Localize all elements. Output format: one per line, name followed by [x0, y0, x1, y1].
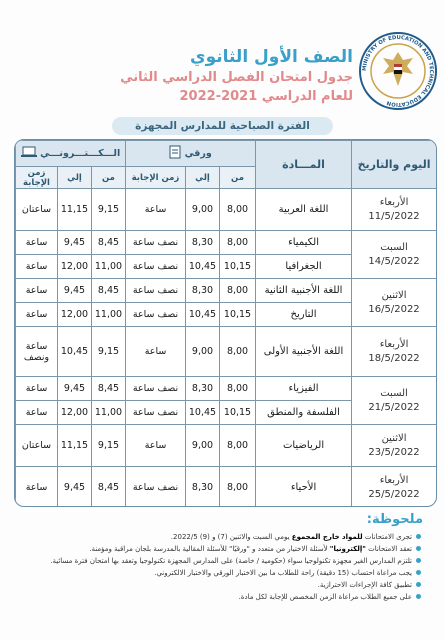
table-row	[16, 279, 437, 303]
notes-list	[14, 531, 435, 603]
exam-date: 21/5/2022	[368, 401, 420, 413]
paper-duration-cell: نصف ساعة	[126, 377, 186, 401]
note-item	[14, 591, 421, 603]
paper-to-cell: 8,30	[186, 231, 220, 255]
exam-date: 18/5/2022	[368, 352, 420, 364]
paper-duration-cell: نصف ساعة	[126, 467, 186, 508]
day-date-cell	[352, 231, 437, 279]
electronic-to-cell: 9,45	[58, 377, 92, 401]
paper-from-cell: 10,15	[220, 255, 256, 279]
schedule-body	[16, 189, 437, 508]
exam-title: جدول امتحان الفصل الدراسي الثاني	[120, 70, 353, 85]
paper-duration-cell: نصف ساعة	[126, 255, 186, 279]
subject-cell: اللغة العربية	[256, 189, 352, 231]
electronic-to-cell: 12,00	[58, 303, 92, 327]
paper-to-cell: 8,30	[186, 467, 220, 508]
exam-date: 11/5/2022	[368, 210, 420, 222]
note-text-pre: يجب مراعاة احتساب (15 دقيقة) راحة للطلاب ما بين الاختبار الورقي والاختبار الالكتروني.	[154, 569, 412, 577]
note-item	[14, 543, 421, 555]
paper-group-header	[126, 141, 256, 167]
electronic-from-cell: 11,00	[92, 303, 126, 327]
day-name: السبت	[380, 241, 408, 253]
subject-cell: الكيمياء	[256, 231, 352, 255]
paper-to-cell: 8,30	[186, 279, 220, 303]
exam-date: 14/5/2022	[368, 255, 420, 267]
paper-to-cell: 10,45	[186, 255, 220, 279]
electronic-duration-cell: ساعة	[16, 231, 58, 255]
electronic-duration-cell: ساعة	[16, 377, 58, 401]
electronic-to-cell: 12,00	[58, 255, 92, 279]
paper-from-cell: 8,00	[220, 279, 256, 303]
eagle-emblem-icon	[357, 30, 439, 112]
electronic-duration-cell: ساعة ونصف	[16, 327, 58, 377]
academic-year: للعام الدراسي 2021-2022	[179, 89, 353, 104]
paper-label: ورقي	[184, 148, 212, 159]
electronic-group-header	[16, 141, 126, 167]
paper-to-cell: 8,30	[186, 377, 220, 401]
note-text-pre: تجرى الامتحانات	[362, 533, 412, 541]
day-name: الأربعاء	[379, 338, 409, 350]
schedule-table	[14, 139, 437, 507]
subject-cell: الفيزياء	[256, 377, 352, 401]
day-name: السبت	[380, 387, 408, 399]
electronic-from-cell: 11,00	[92, 401, 126, 425]
exam-date: 23/5/2022	[368, 446, 420, 458]
paper-from-cell: 8,00	[220, 327, 256, 377]
paper-to-header: إلي	[186, 167, 220, 189]
subject-cell: التاريخ	[256, 303, 352, 327]
note-text-pre: تلتزم المدارس الغير مجهزة تكنولوجيا سواء (حكومية / خاصة) على المدارس المجهزة تكنولوجيا وتعقد بها امتحان فترة مسائية.	[50, 557, 412, 565]
paper-from-cell: 10,15	[220, 303, 256, 327]
electronic-to-cell: 9,45	[58, 279, 92, 303]
paper-from-cell: 8,00	[220, 377, 256, 401]
laptop-icon	[21, 146, 37, 161]
paper-to-cell: 9,00	[186, 327, 220, 377]
electronic-duration-header: زمن الإجابة	[16, 167, 58, 189]
day-date-cell	[352, 467, 437, 508]
subject-cell: الرياضيات	[256, 425, 352, 467]
paper-icon	[169, 145, 181, 162]
paper-duration-cell: ساعة	[126, 189, 186, 231]
day-name: الاثنين	[381, 289, 407, 301]
electronic-duration-cell: ساعة	[16, 279, 58, 303]
electronic-duration-cell: ساعتان	[16, 189, 58, 231]
electronic-to-cell: 12,00	[58, 401, 92, 425]
subject-header: المـــادة	[256, 141, 352, 189]
day-header: اليوم والتاريخ	[352, 141, 437, 189]
paper-from-cell: 8,00	[220, 231, 256, 255]
electronic-duration-cell: ساعتان	[16, 425, 58, 467]
ministry-logo	[357, 30, 439, 112]
day-date-cell	[352, 327, 437, 377]
paper-duration-cell: ساعة	[126, 425, 186, 467]
title-block	[113, 46, 353, 106]
subject-cell: اللغة الأجنبية الثانية	[256, 279, 352, 303]
electronic-from-cell: 9,15	[92, 327, 126, 377]
paper-from-cell: 8,00	[220, 425, 256, 467]
electronic-label: الـــكـــتـــرونـــي	[40, 148, 121, 159]
day-date-cell	[352, 189, 437, 231]
paper-to-cell: 10,45	[186, 401, 220, 425]
electronic-duration-cell: ساعة	[16, 255, 58, 279]
electronic-to-cell: 10,45	[58, 327, 92, 377]
paper-to-cell: 9,00	[186, 425, 220, 467]
paper-from-header: من	[220, 167, 256, 189]
table-row	[16, 425, 437, 467]
electronic-to-header: إلي	[58, 167, 92, 189]
electronic-from-cell: 8,45	[92, 467, 126, 508]
day-name: الأربعاء	[379, 196, 409, 208]
paper-duration-cell: نصف ساعة	[126, 303, 186, 327]
notes-section	[14, 512, 435, 603]
period-banner: الفترة الصباحية للمدارس المجهزة	[112, 117, 333, 135]
exam-date: 25/5/2022	[368, 488, 420, 500]
electronic-from-cell: 8,45	[92, 377, 126, 401]
paper-duration-cell: نصف ساعة	[126, 279, 186, 303]
table-row	[16, 467, 437, 508]
note-text-pre: على جميع الطلاب مراعاة الزمن المخصص للإجابة لكل مادة.	[238, 593, 412, 601]
electronic-from-cell: 11,00	[92, 255, 126, 279]
note-text-post: لأسئلة الاختيار من متعدد و "ورقيًا" للأسئلة المقالية بالمدرسة بلجان مراقبة ومؤمنة.	[89, 545, 330, 553]
note-item	[14, 555, 421, 567]
day-date-cell	[352, 377, 437, 425]
day-name: الاثنين	[381, 432, 407, 444]
subject-cell: اللغة الأجنبية الأولى	[256, 327, 352, 377]
paper-duration-cell: نصف ساعة	[126, 401, 186, 425]
note-text-pre: تطبيق كافة الإجراءات الاحترازية.	[317, 581, 412, 589]
electronic-to-cell: 11,15	[58, 425, 92, 467]
paper-to-cell: 10,45	[186, 303, 220, 327]
table-row	[16, 189, 437, 231]
electronic-from-cell: 8,45	[92, 231, 126, 255]
notes-title: ملحوظة:	[366, 512, 423, 527]
electronic-from-cell: 9,15	[92, 425, 126, 467]
electronic-duration-cell: ساعة	[16, 467, 58, 508]
day-date-cell	[352, 279, 437, 327]
paper-duration-cell: ساعة	[126, 327, 186, 377]
electronic-from-cell: 8,45	[92, 279, 126, 303]
note-text-post: يومي السبت والاثنين (7) و (9) 2022/5.	[170, 533, 292, 541]
note-text-bold: "إلكترونيا"	[329, 545, 366, 553]
subject-cell: الأحياء	[256, 467, 352, 508]
paper-to-cell: 9,00	[186, 189, 220, 231]
paper-from-cell: 10,15	[220, 401, 256, 425]
table-row	[16, 377, 437, 401]
table-row	[16, 231, 437, 255]
electronic-duration-cell: ساعة	[16, 303, 58, 327]
paper-duration-header: زمن الإجابة	[126, 167, 186, 189]
paper-from-cell: 8,00	[220, 189, 256, 231]
paper-from-cell: 8,00	[220, 467, 256, 508]
note-text-bold: للمواد خارج المجموع	[291, 533, 363, 541]
day-date-cell	[352, 425, 437, 467]
electronic-to-cell: 9,45	[58, 467, 92, 508]
note-item	[14, 579, 421, 591]
table-row	[16, 327, 437, 377]
subject-cell: الجغرافيا	[256, 255, 352, 279]
electronic-to-cell: 9,45	[58, 231, 92, 255]
electronic-duration-cell: ساعة	[16, 401, 58, 425]
grade-title: الصف الأول الثانوي	[189, 47, 353, 67]
electronic-from-header: من	[92, 167, 126, 189]
day-name: الأربعاء	[379, 474, 409, 486]
logo-ring-text: MINISTRY OF EDUCATION AND TECHNICAL EDUCATION	[361, 34, 435, 108]
exam-date: 16/5/2022	[368, 303, 420, 315]
paper-duration-cell: نصف ساعة	[126, 231, 186, 255]
note-text-pre: تعقد الامتحانات	[365, 545, 412, 553]
subject-cell: الفلسفة والمنطق	[256, 401, 352, 425]
electronic-to-cell: 11,15	[58, 189, 92, 231]
note-item	[14, 567, 421, 579]
electronic-from-cell: 9,15	[92, 189, 126, 231]
note-item	[14, 531, 421, 543]
